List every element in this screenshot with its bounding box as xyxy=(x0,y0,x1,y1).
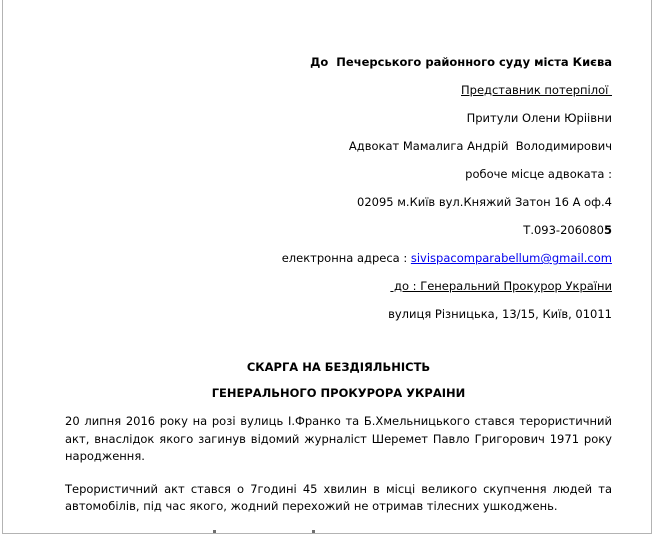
cutoff-text-top xyxy=(213,530,216,533)
court-address-line xyxy=(65,48,612,76)
document-content xyxy=(65,48,612,516)
office-address-line xyxy=(65,188,612,216)
phone-bold-digit: 5 xyxy=(603,223,612,237)
addressee-line xyxy=(65,272,612,300)
email-hyperlink[interactable]: sivispacomparabellum@gmail.com xyxy=(410,251,612,265)
title-line-2: ГЕНЕРАЛЬНОГО ПРОКУРОРА УКРАІНИ xyxy=(211,386,466,400)
cutoff-text-top xyxy=(312,530,315,533)
addressee-address-line xyxy=(65,300,612,328)
workplace-label-text: робоче місце адвоката : xyxy=(465,167,612,181)
phone-line xyxy=(65,216,612,244)
phone-prefix-text: Т.093-206080 xyxy=(523,223,604,237)
advocate-text: Адвокат Мамалига Андрій Володимирович xyxy=(348,139,612,153)
title-line-1: СКАРГА НА БЕЗДІЯЛЬНІСТЬ xyxy=(246,360,431,374)
body-paragraph-2: Терористичний акт стався о 7годині 45 хвилин в місці великого скупчення людей та автомобілів, під час якого, жодний перехожий не отримав тілесних ушкоджень. xyxy=(65,481,612,513)
email-label-text: електронна адреса : xyxy=(281,251,411,265)
email-line xyxy=(65,244,612,272)
representative-line xyxy=(65,76,612,104)
document-title-block xyxy=(65,354,612,406)
representative-text: Представник потерпілої xyxy=(461,83,612,97)
victim-name-text: Притули Олени Юріівни xyxy=(466,111,612,125)
advocate-line xyxy=(65,132,612,160)
addressee-address-text: вулиця Різницька, 13/15, Київ, 01011 xyxy=(388,307,612,321)
court-address-text: До Печерського районного суду міста Києва xyxy=(310,55,612,69)
victim-name-line xyxy=(65,104,612,132)
workplace-label-line xyxy=(65,160,612,188)
body-paragraph-1: 20 липня 2016 року на розі вулиць І.Франко та Б.Хмельницького стався терористичний акт, внаслідок якого загинув відомий журналіст Шеремет Павло Григорович 1971 року народження. xyxy=(65,414,612,463)
addressee-text: до : Генеральний Прокурор України xyxy=(390,279,612,293)
office-address-text: 02095 м.Київ вул.Княжий Затон 16 А оф.4 xyxy=(357,195,612,209)
